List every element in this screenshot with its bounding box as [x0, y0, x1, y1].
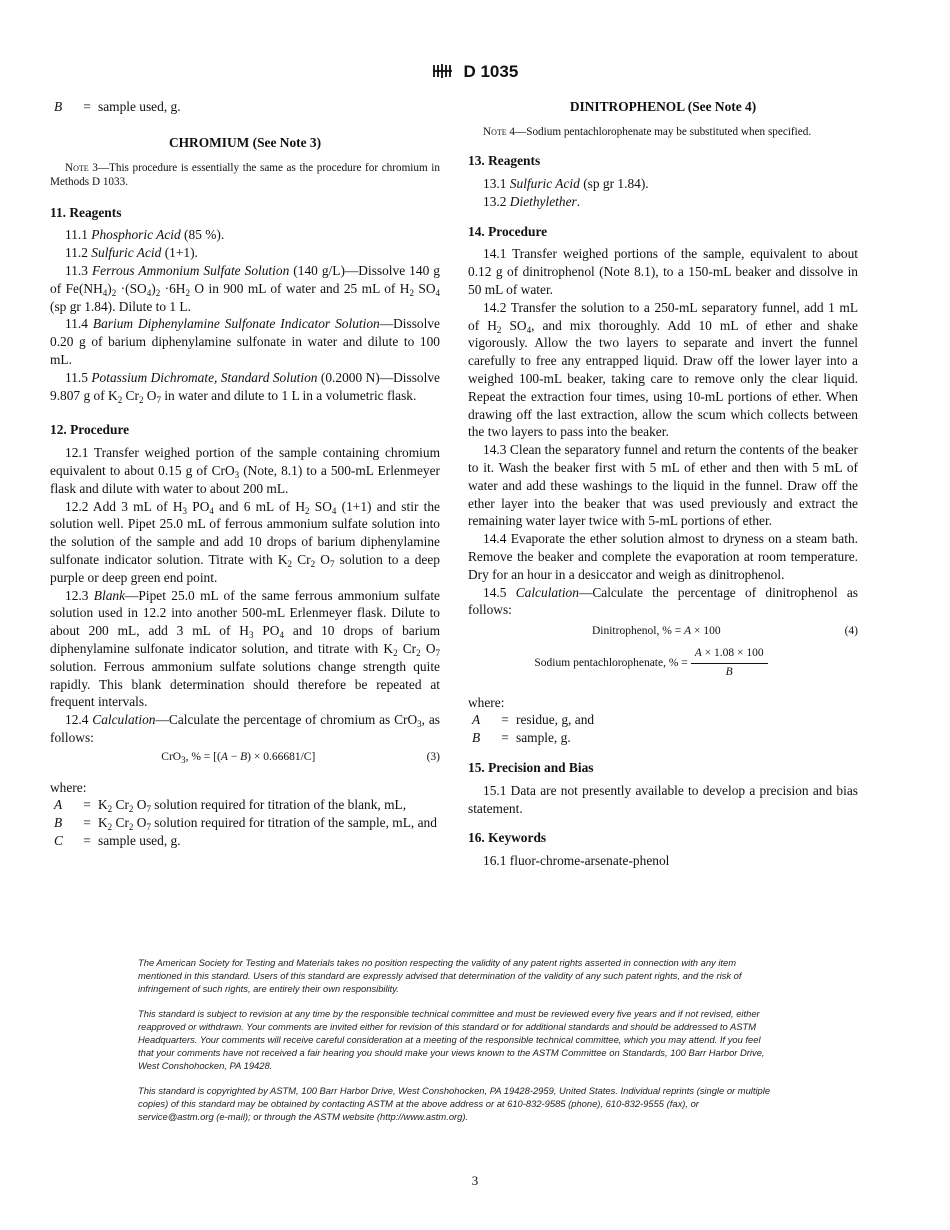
- paragraph-11-5: 11.5 Potassium Dichromate, Standard Solution (0.2000 N)—Dissolve 9.807 g of $K_2$ $Cr_2$ $O_7$ in water and dilute to 1 L in a volumetric flask.: [50, 369, 440, 405]
- astm-logo: [432, 62, 454, 85]
- definition-item: A = $K_2$ $Cr_2$ $O_7$ solution required for titration of the blank, mL,: [54, 797, 407, 815]
- paragraph-14-1: 14.1 Transfer weighed portions of the sample, equivalent to about 0.12 g of dinitrophenol (Note 8.1), to a 150-mL beaker and dissolve in 50 mL of water.: [468, 246, 858, 298]
- left-column: [50, 98, 440, 850]
- equation-5: [468, 645, 858, 682]
- section-heading-16: 16. Keywords: [468, 830, 547, 846]
- paragraph-12-4: 12.4 Calculation—Calculate the percentage of chromium as CrO$_3$, as follows:: [50, 712, 440, 745]
- paragraph-12-1: 12.1 Transfer weighed portion of the sample containing chromium equivalent to about 0.15 g of CrO$_3$ (Note, 8.1) to a 500-mL Erlenmeyer flask and dilute with water to about 200 mL.: [50, 445, 441, 496]
- document-designation: D 1035: [463, 62, 519, 81]
- page-number: 3: [471, 1173, 479, 1188]
- footer-patent-notice: The American Society for Testing and Materials takes no position respecting the validity of any patent rights asserted in connection with any item mentioned in this standard. Users of this standard are expressly advised that determination of the validity of any such patent rights, and the risk of infringement of such rights, are entirely their own responsibility.: [138, 957, 742, 994]
- page-header: [0, 62, 950, 85]
- paragraph-11-1: 11.1 Phosphoric Acid (85 %).: [65, 227, 225, 243]
- paragraph-11-2: 11.2 Sulfuric Acid (1+1).: [65, 245, 198, 261]
- paragraph-15-1: 15.1 Data are not presently available to develop a precision and bias statement.: [468, 782, 858, 816]
- definition-item: C = sample used, g.: [54, 832, 181, 848]
- section-heading-14: 14. Procedure: [468, 223, 548, 239]
- paragraph-14-4: 14.4 Evaporate the ether solution almost to dryness on a steam bath. Remove the beaker and complete the evaporation at room temperature. Dry for an hour in a desiccator and weigh as dinitrophenol.: [468, 531, 858, 582]
- equation-3: [50, 749, 440, 767]
- where-label: where:: [50, 779, 87, 795]
- definition-list: [50, 98, 440, 116]
- note-4: Note 4—Sodium pentachlorophenate may be substituted when specified.: [483, 125, 812, 138]
- legal-footer: [138, 957, 772, 1137]
- equation-3-number: (3): [426, 750, 440, 763]
- equation-3-body: CrO$_3$, % = [(A − B) × 0.66681/C]: [161, 750, 316, 765]
- section-heading-13: 13. Reagents: [468, 153, 541, 169]
- equation-5-body: Sodium pentachlorophenate, % = $\frac{A \times 1.08 \times 100}{B}$: [468, 645, 834, 682]
- equation-4: [468, 623, 858, 641]
- paragraph-13-1: 13.1 Sulfuric Acid (sp gr 1.84).: [483, 176, 649, 192]
- section-title-dinitrophenol: DINITROPHENOL (See Note 4): [569, 99, 757, 114]
- section-heading-15: 15. Precision and Bias: [468, 760, 594, 775]
- definition-item: B = $K_2$ $Cr_2$ $O_7$ solution required for titration of the sample, mL, and: [54, 815, 437, 833]
- paragraph-12-2: 12.2 Add 3 mL of $H_3$ $PO_4$ and 6 mL of $H_2$ $SO_4$ (1+1) and stir the solution well. Pipet 25.0 mL of ferrous ammonium sulfate solution into the solution of the sample and add 10 drops of barium diphenylamine sulfonate indicator solution. Titrate with $K_2$ $Cr_2$ $O_7$ solution to a deep purple or deep green end point.: [50, 498, 440, 585]
- note-3: Note 3—This procedure is essentially the same as the procedure for chromium in Methods D 1033.: [50, 161, 440, 189]
- paragraph-14-5: 14.5 Calculation—Calculate the percentage of dinitrophenol as follows:: [468, 584, 858, 618]
- paragraph-14-2: 14.2 Transfer the solution to a 250-mL separatory funnel, add 1 mL of $H_2$ $SO_4$, and mix thoroughly. Add 10 mL of ether and shake vigorously. Allow the two layers to separate and invert the funnel carefully to free any entrapped liquid. Draw off the lower layer into a weighed 100-mL beaker, taking care to remove only the clear liquid. Repeat the extraction four times, using 10-mL portions of ether. When drawing off the last extraction, allow the scum which collects between the two layers to pass into the beaker.: [468, 299, 858, 440]
- paragraph-12-3: 12.3 Blank—Pipet 25.0 mL of the same ferrous ammonium sulfate solution used in 12.2 into another 500-mL Erlenmeyer flask. Dilute to about 200 mL, add 3 mL of $H_3$ $PO_4$ and 10 drops of barium diphenylamine sulfonate indicator solution, and titrate with $K_2$ $Cr_2$ $O_7$ solution. Ferrous ammonium sulfate solutions change strength quite rapidly. This blank determination should therefore be repeated at frequent intervals.: [50, 587, 440, 710]
- paragraph-16-1: 16.1 fluor-chrome-arsenate-phenol: [483, 853, 670, 869]
- fraction: $\frac{A \times 1.08 \times 100}{B}$: [691, 645, 768, 682]
- variable-definitions: [50, 796, 440, 849]
- where-label: where:: [468, 694, 505, 710]
- variable-definitions: [468, 711, 858, 747]
- paragraph-11-4: 11.4 Barium Diphenylamine Sulfonate Indicator Solution—Dissolve 0.20 g of barium diphenylamine sulfonate in water and dilute to 100 mL.: [50, 316, 440, 367]
- definition-item: A = residue, g, and: [472, 712, 595, 728]
- definition-item: B = sample, g.: [472, 730, 571, 746]
- paragraph-11-3: 11.3 Ferrous Ammonium Sulfate Solution (140 g/L)—Dissolve 140 g of $Fe(NH_4)_2 \cdot(SO_4)_2 \cdot 6H_2$ O in 900 mL of water and 25 mL of $H_2$ $SO_4$ (sp gr 1.84). Dilute to 1 L.: [50, 262, 440, 314]
- definition-item: B = sample used, g.: [54, 99, 181, 114]
- right-column: [468, 98, 858, 870]
- footer-revision-notice: This standard is subject to revision at any time by the responsible technical committee and must be reviewed every five years and if not revised, either reapproved or withdrawn. Your comments are invited either for revision of this standard or for additional standards and should be addressed to ASTM Headquarters. Your comments will receive careful consideration at a meeting of the responsible technical committee, which you may attend. If you feel that your comments have not received a fair hearing you should make your views known to the ASTM Committee on Standards, 100 Barr Harbor Drive, West Conshohocken, PA 19428.: [138, 1008, 765, 1071]
- equation-4-number: (4): [844, 625, 858, 638]
- footer-copyright-notice: This standard is copyrighted by ASTM, 100 Barr Harbor Drive, West Conshohocken, PA 19428-2959, United States. Individual reprints (single or multiple copies) of this standard may be obtained by contacting ASTM at the above address or at 610-832-9585 (phone), 610-832-9555 (fax), or service@astm.org (e-mail); or through the ASTM website (http://www.astm.org).: [138, 1085, 771, 1122]
- section-heading-12: 12. Procedure: [50, 422, 130, 438]
- paragraph-14-3: 14.3 Clean the separatory funnel and return the contents of the beaker to it. Wash the beaker first with 5 mL of ether and then with 5 mL of water and add these washings to the liquid in the funnel. Draw off the ether layer into the beaker that was used previously and extract the remaining water layer twice with 5-mL portions of ether.: [468, 442, 858, 529]
- equation-4-body: Dinitrophenol, % = A × 100: [591, 625, 721, 638]
- paragraph-13-2: 13.2 Diethylether.: [483, 193, 581, 209]
- section-title-chromium: CHROMIUM (See Note 3): [168, 134, 322, 150]
- section-heading-11: 11. Reagents: [50, 204, 122, 220]
